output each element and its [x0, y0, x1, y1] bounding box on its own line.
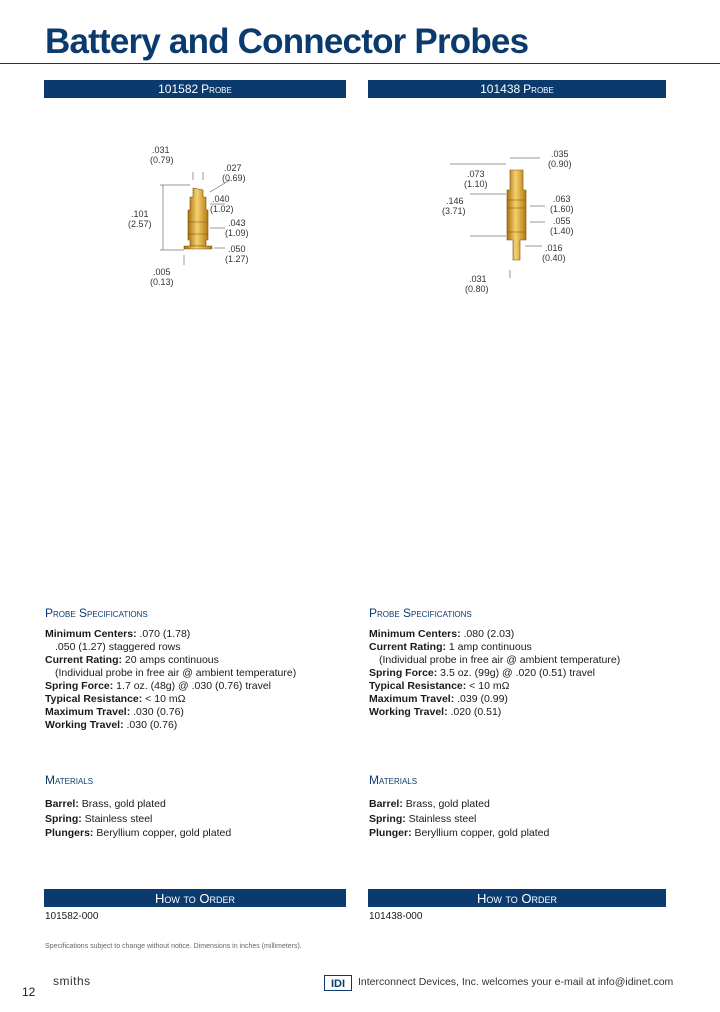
- right-probe-header-bar: [368, 80, 666, 98]
- right-dim-3m: (3.71): [442, 206, 466, 216]
- right-spec-row: Current Rating: 1 amp continuous: [369, 641, 532, 653]
- left-dim-4m: (2.57): [128, 219, 152, 229]
- left-dim-1m: (0.79): [150, 155, 174, 165]
- idi-logo-icon: [324, 975, 352, 991]
- right-spec-row: Typical Resistance: < 10 mΩ: [369, 680, 510, 692]
- right-dim-3: .146: [446, 196, 464, 206]
- right-dim-1m: (0.90): [548, 159, 572, 169]
- left-dim-5: .043: [228, 218, 246, 228]
- left-material-row: Barrel: Brass, gold plated: [45, 798, 166, 810]
- left-materials-list: [45, 797, 231, 841]
- right-dim-6: .016: [545, 243, 563, 253]
- left-material-row: Spring: Stainless steel: [45, 812, 153, 825]
- left-materials-heading: Materials: [45, 773, 94, 787]
- left-probe-number: 101582: [158, 82, 199, 96]
- left-probe-header-bar: [44, 80, 346, 98]
- right-dim-5m: (1.40): [550, 226, 574, 236]
- left-dim-6m: (1.27): [225, 254, 249, 264]
- smiths-logo: smiths: [53, 974, 91, 988]
- right-materials-heading: Materials: [369, 773, 418, 787]
- left-dim-7: .005: [153, 267, 171, 277]
- right-probe-number: 101438: [480, 82, 521, 96]
- left-dim-7m: (0.13): [150, 277, 174, 287]
- right-spec-row: (Individual probe in free air @ ambient temperature): [379, 654, 621, 666]
- right-probe-body: [507, 170, 526, 260]
- left-dim-3: .040: [212, 194, 230, 204]
- footer-contact-text: Interconnect Devices, Inc. welcomes your e-mail at info@idinet.com: [358, 976, 674, 988]
- right-material-row: Plunger: Beryllium copper, gold plated: [369, 827, 550, 839]
- left-dim-5m: (1.09): [225, 228, 249, 238]
- left-order-heading: How to Order: [154, 890, 236, 906]
- right-spec-heading: Probe Specifications: [369, 606, 472, 620]
- left-spec-row: Typical Resistance: < 10 mΩ: [45, 693, 186, 705]
- right-spec-list: [369, 628, 620, 719]
- right-spec-row: Minimum Centers: .080 (2.03): [369, 628, 515, 640]
- left-spec-row: .050 (1.27) staggered rows: [55, 641, 181, 653]
- left-dim-2: .027: [224, 163, 242, 173]
- right-material-row: Spring: Stainless steel: [369, 812, 477, 825]
- right-dim-7m: (0.80): [465, 284, 489, 294]
- left-dim-4: .101: [131, 209, 149, 219]
- right-probe-drawing: [430, 140, 610, 300]
- right-dim-7: .031: [469, 274, 487, 284]
- right-order-bar: [368, 889, 666, 907]
- left-spec-row: Minimum Centers: .070 (1.78): [45, 628, 191, 640]
- left-dim-1: .031: [152, 145, 170, 155]
- right-material-row: Barrel: Brass, gold plated: [369, 798, 490, 810]
- right-dim-4: .063: [553, 194, 571, 204]
- left-order-number: 101582-000: [45, 911, 99, 922]
- left-spec-row: Working Travel: .030 (0.76): [45, 719, 178, 731]
- left-spec-list: [45, 628, 296, 732]
- title-rule: [0, 63, 720, 64]
- left-dim-6: .050: [228, 244, 246, 254]
- right-order-number: 101438-000: [369, 911, 423, 922]
- page-title: Battery and Connector Probes: [45, 22, 529, 61]
- left-spec-row: (Individual probe in free air @ ambient temperature): [55, 667, 297, 679]
- left-dim-3m: (1.02): [210, 204, 234, 214]
- left-dim-2m: (0.69): [222, 173, 246, 183]
- left-probe-drawing: [120, 140, 300, 300]
- left-order-bar: [44, 889, 346, 907]
- left-spec-heading: Probe Specifications: [45, 606, 148, 620]
- left-spec-row: Maximum Travel: .030 (0.76): [45, 706, 184, 718]
- page-number: 12: [22, 985, 36, 999]
- right-spec-row: Maximum Travel: .039 (0.99): [369, 693, 508, 705]
- right-dim-2m: (1.10): [464, 179, 488, 189]
- right-dim-1: .035: [551, 149, 569, 159]
- right-dim-2: .073: [467, 169, 485, 179]
- right-dim-5: .055: [553, 216, 571, 226]
- right-spec-row: Working Travel: .020 (0.51): [369, 706, 502, 718]
- right-dim-6m: (0.40): [542, 253, 566, 263]
- right-materials-list: [369, 797, 549, 841]
- right-spec-row: Spring Force: 3.5 oz. (99g) @ .020 (0.51) travel: [369, 667, 596, 679]
- left-spec-row: Spring Force: 1.7 oz. (48g) @ .030 (0.76) travel: [45, 680, 272, 692]
- idi-logo-text: IDI: [330, 978, 346, 990]
- right-order-heading: How to Order: [476, 890, 558, 906]
- left-material-row: Plungers: Beryllium copper, gold plated: [45, 827, 232, 839]
- left-probe-body: [188, 188, 208, 246]
- right-probe-word: Probe: [523, 82, 554, 96]
- right-dim-4m: (1.60): [550, 204, 574, 214]
- left-spec-row: Current Rating: 20 amps continuous: [45, 654, 219, 666]
- spec-note: Specifications subject to change without notice. Dimensions in inches (millimeters).: [45, 943, 302, 950]
- left-probe-word: Probe: [201, 82, 232, 96]
